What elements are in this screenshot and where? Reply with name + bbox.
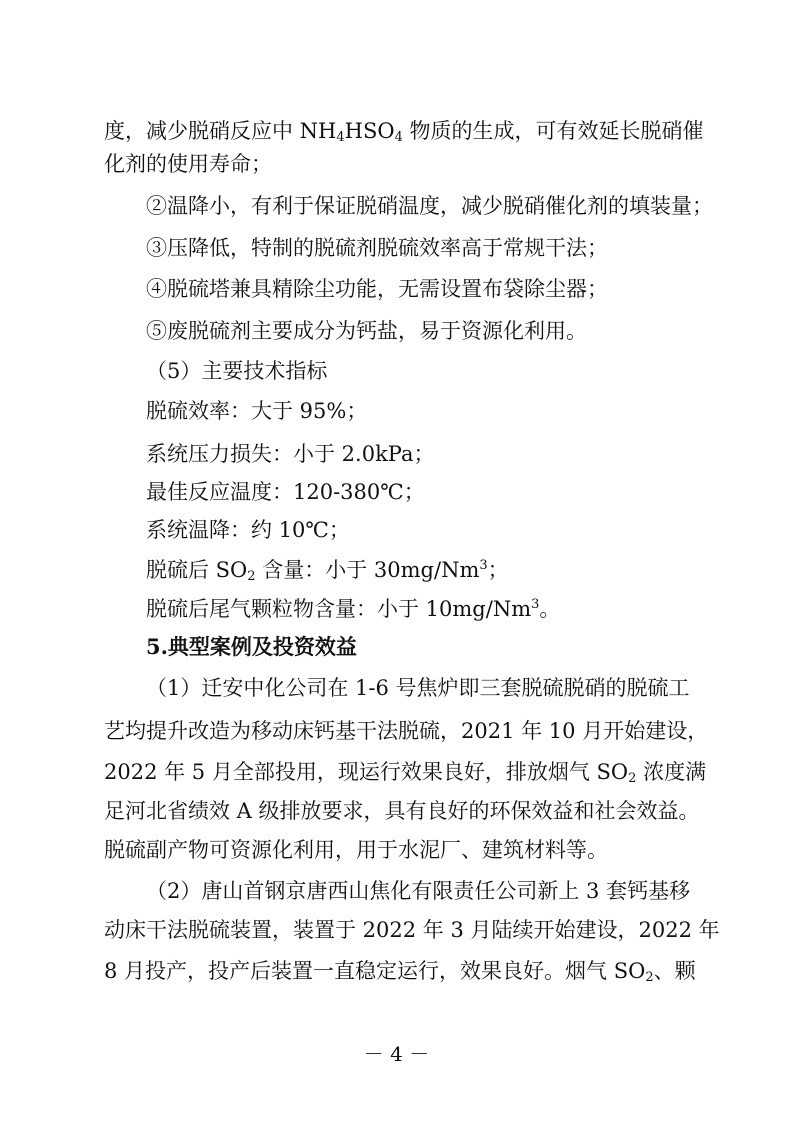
case2-line-2: 动床干法脱硫装置，装置于 2022 年 3 月陆续开始建设，2022 年 [104,918,720,942]
subsection-heading: （5）主要技术指标 [146,359,328,383]
spec-reaction-temperature: 最佳反应温度：120-380℃； [146,480,425,504]
spec-temperature-drop: 系统温降：约 10℃； [146,518,350,542]
spec-pressure-loss: 系统压力损失：小于 2.0kPa； [146,442,435,466]
list-item-2: ②温降小，有利于保证脱硝温度，减少脱硝催化剂的填装量； [146,194,713,218]
spec-so2-content: 脱硫后 $SO_2$ 含量：小于 30mg/Nm$^3$； [146,558,509,584]
body-line-2: 化剂的使用寿命； [104,152,272,176]
page-number: － 4 － [363,1042,430,1066]
section-heading: 5.典型案例及投资效益 [146,634,357,659]
list-item-4: ④脱硫塔兼具精除尘功能，无需设置布袋除尘器； [146,277,608,301]
case1-line-3: 2022 年 5 月全部投用，现运行效果良好，排放烟气 $SO_2$ 浓度满 [104,760,707,786]
body-line-1: 度，减少脱硝反应中 $NH_4HSO_4$ 物质的生成，可有效延长脱硝催 [104,119,704,145]
case1-line-4: 足河北省绩效 A 级排放要求，具有良好的环保效益和社会效益。 [104,799,700,823]
case2-line-3: 8 月投产，投产后装置一直稳定运行，效果良好。烟气 $SO_2$、颗 [104,959,696,985]
spec-particulate-content: 脱硫后尾气颗粒物含量：小于 10mg/Nm$^3$。 [146,597,561,621]
case1-line-1: （1）迁安中化公司在 1-6 号焦炉即三套脱硫脱硝的脱硫工 [146,676,690,700]
case1-line-2: 艺均提升改造为移动床钙基干法脱硫，2021 年 10 月开始建设， [104,719,709,743]
list-item-3: ③压降低，特制的脱硫剂脱硫效率高于常规干法； [146,236,608,260]
case1-line-5: 脱硫副产物可资源化利用，用于水泥厂、建筑材料等。 [104,838,608,862]
list-item-5: ⑤废脱硫剂主要成分为钙盐，易于资源化利用。 [146,319,587,343]
case2-line-1: （2）唐山首钢京唐西山焦化有限责任公司新上 3 套钙基移 [146,879,691,903]
spec-desulfurization-efficiency: 脱硫效率：大于 95%； [146,399,368,423]
